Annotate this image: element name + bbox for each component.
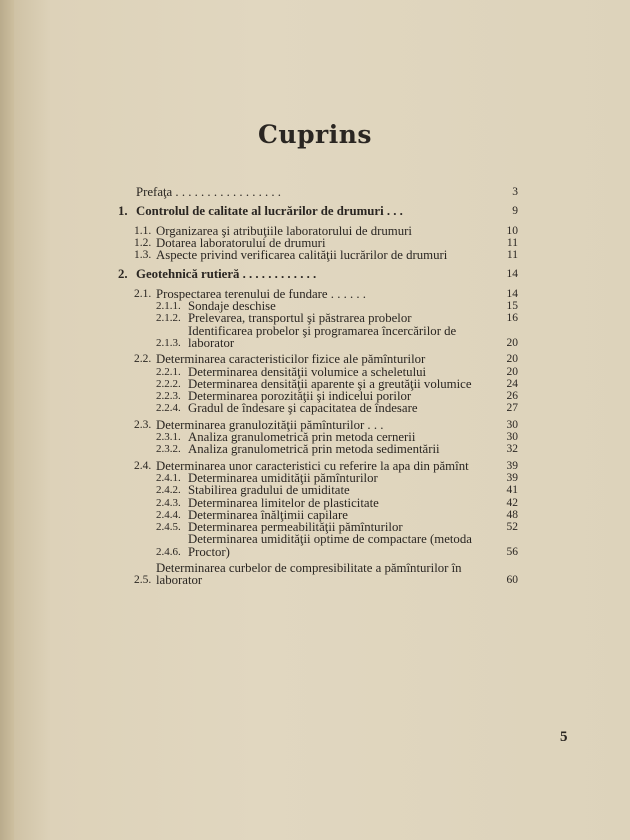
toc-entry-number: 1. — [118, 204, 128, 219]
toc-entry-page: 42 — [506, 496, 518, 509]
toc-entry-page: 30 — [506, 418, 518, 431]
toc-entry — [118, 497, 518, 509]
toc-entry — [118, 533, 518, 558]
toc-entry-label: Identificarea probelor şi programarea încercărilor de laborator — [188, 323, 457, 350]
toc-entry-label: Geotehnică rutieră . . . . . . . . . . . . — [136, 267, 317, 282]
toc-entry-number: 2.4.6. — [156, 545, 181, 558]
toc-entry — [118, 249, 518, 261]
toc-entry-label: Determinarea caracteristicilor fizice ale pămînturilor — [156, 352, 426, 367]
toc-entry-label: Analiza granulometrică prin metoda sedimentării — [188, 442, 440, 457]
toc-entry-label: Determinarea umidităţii pămînturilor — [188, 470, 378, 485]
toc-entry — [118, 288, 518, 300]
toc-entry-number: 2.4.1. — [156, 471, 181, 484]
toc-entry-page: 27 — [506, 402, 518, 415]
toc-entry-label: Determinarea unor caracteristici cu referire la apa din pămînt — [156, 458, 469, 473]
toc-entry-number: 2.1.1. — [156, 300, 181, 313]
toc-entry-number: 2.4.5. — [156, 521, 181, 534]
toc-entry-page: 11 — [506, 249, 518, 262]
toc-entry-label: Determinarea permeabilităţii pămînturilor — [188, 520, 403, 535]
toc-entry — [118, 366, 518, 378]
toc-entry-number: 2.5. — [134, 574, 152, 587]
toc-entry-label: Determinarea umidităţii optime de compactare (metoda Proctor) — [188, 532, 472, 559]
toc-entry-number: 2.2.3. — [156, 390, 181, 403]
toc-entry-label: Determinarea densităţii aparente şi a greutăţii volumice — [188, 376, 472, 391]
toc-entry-number: 2.4.4. — [156, 508, 181, 521]
toc-entry-page: 41 — [506, 484, 518, 497]
toc-entry-page: 16 — [506, 312, 518, 325]
toc-entry-number: 2.2.4. — [156, 402, 181, 415]
toc-entry-page: 3 — [512, 186, 518, 198]
toc-entry-number: 2.4. — [134, 459, 152, 472]
toc-entry-label: Gradul de îndesare şi capacitatea de îndesare — [188, 401, 418, 416]
toc-entry-label: Determinarea densităţii volumice a scheletului — [188, 364, 427, 379]
toc-entry-label: Determinarea curbelor de compresibilitate a pămînturilor în laborator — [156, 561, 462, 588]
toc-entry — [118, 562, 518, 587]
toc-entry-page: 39 — [506, 471, 518, 484]
toc-entry-page: 39 — [506, 459, 518, 472]
toc-entry — [118, 353, 518, 365]
toc-entry-page: 52 — [506, 521, 518, 534]
toc-entry-page: 24 — [506, 377, 518, 390]
toc-entry-page: 48 — [506, 508, 518, 521]
toc-entry-number: 1.3. — [134, 249, 152, 262]
toc-entry-label: Determinarea porozităţii şi indicelui porilor — [188, 389, 412, 404]
toc-entry-label: Prelevarea, transportul şi păstrarea probelor — [188, 311, 412, 326]
toc-entry-number: 2.2. — [134, 353, 152, 366]
toc-entry-label: Determinarea înălţimii capilare — [188, 507, 348, 522]
page-number: 5 — [560, 729, 568, 745]
toc-entry-label: Aspecte privind verificarea calităţii lucrărilor de drumuri — [156, 248, 448, 263]
toc-entry-page: 60 — [506, 574, 518, 587]
page-title: Cuprins — [258, 120, 372, 149]
toc-entry-label: Analiza granulometrică prin metoda cernerii — [188, 430, 416, 445]
toc-entry-page: 14 — [506, 287, 518, 300]
toc-entry — [118, 312, 518, 324]
toc-entry-page: 15 — [506, 300, 518, 313]
toc-entry-page: 20 — [506, 336, 518, 349]
toc-entry-number: 2.1. — [134, 287, 152, 300]
toc-entry-number: 2.3.2. — [156, 443, 181, 456]
toc-entry-number: 2.1.3. — [156, 336, 181, 349]
toc-entry-number: 1.1. — [134, 224, 152, 237]
toc-entry-label: Determinarea limitelor de plasticitate — [188, 495, 379, 510]
toc-entry-number: 2.4.2. — [156, 484, 181, 497]
toc-entry-page: 20 — [506, 353, 518, 366]
toc-entry-page: 10 — [506, 224, 518, 237]
toc-entry — [118, 484, 518, 496]
toc-entry — [118, 443, 518, 455]
toc-entry-number: 2.2.2. — [156, 377, 181, 390]
toc-entry-page: 26 — [506, 390, 518, 403]
toc-entry — [118, 325, 518, 350]
toc-entry-page: 14 — [506, 268, 518, 281]
toc-entry — [118, 186, 518, 198]
toc-entry-number: 1.2. — [134, 236, 152, 249]
toc-entry-number: 2.3.1. — [156, 431, 181, 444]
toc-entry-page: 30 — [506, 431, 518, 444]
toc-entry-label: Dotarea laboratorului de drumuri — [156, 235, 326, 250]
toc-entry-page: 32 — [506, 443, 518, 456]
table-of-contents — [118, 186, 518, 587]
toc-entry-number: 2. — [118, 267, 128, 282]
toc-entry-label: Stabilirea gradului de umiditate — [188, 483, 350, 498]
toc-entry-page: 9 — [512, 205, 518, 218]
toc-entry-label: Controlul de calitate al lucrărilor de drumuri . . . — [136, 204, 403, 219]
toc-entry-number: 2.2.1. — [156, 365, 181, 378]
toc-entry — [118, 402, 518, 414]
toc-entry-page: 20 — [506, 365, 518, 378]
toc-entry-label: Organizarea şi atribuţiile laboratorului de drumuri — [156, 223, 412, 238]
toc-entry — [118, 268, 518, 280]
toc-entry-label: Prospectarea terenului de fundare . . . . . . — [156, 286, 366, 301]
toc-entry-label: Determinarea granulozităţii pămînturilor . . . — [156, 417, 384, 432]
toc-entry-page: 56 — [506, 545, 518, 558]
toc-entry-number: 2.4.3. — [156, 496, 181, 509]
toc-entry-number: 2.1.2. — [156, 312, 181, 325]
toc-entry-number: 2.3. — [134, 418, 152, 431]
toc-entry-page: 11 — [506, 236, 518, 249]
toc-entry-label: Sondaje deschise — [188, 299, 276, 314]
toc-entry-label: Prefaţa . . . . . . . . . . . . . . . . . — [136, 185, 282, 199]
toc-entry — [118, 205, 518, 217]
